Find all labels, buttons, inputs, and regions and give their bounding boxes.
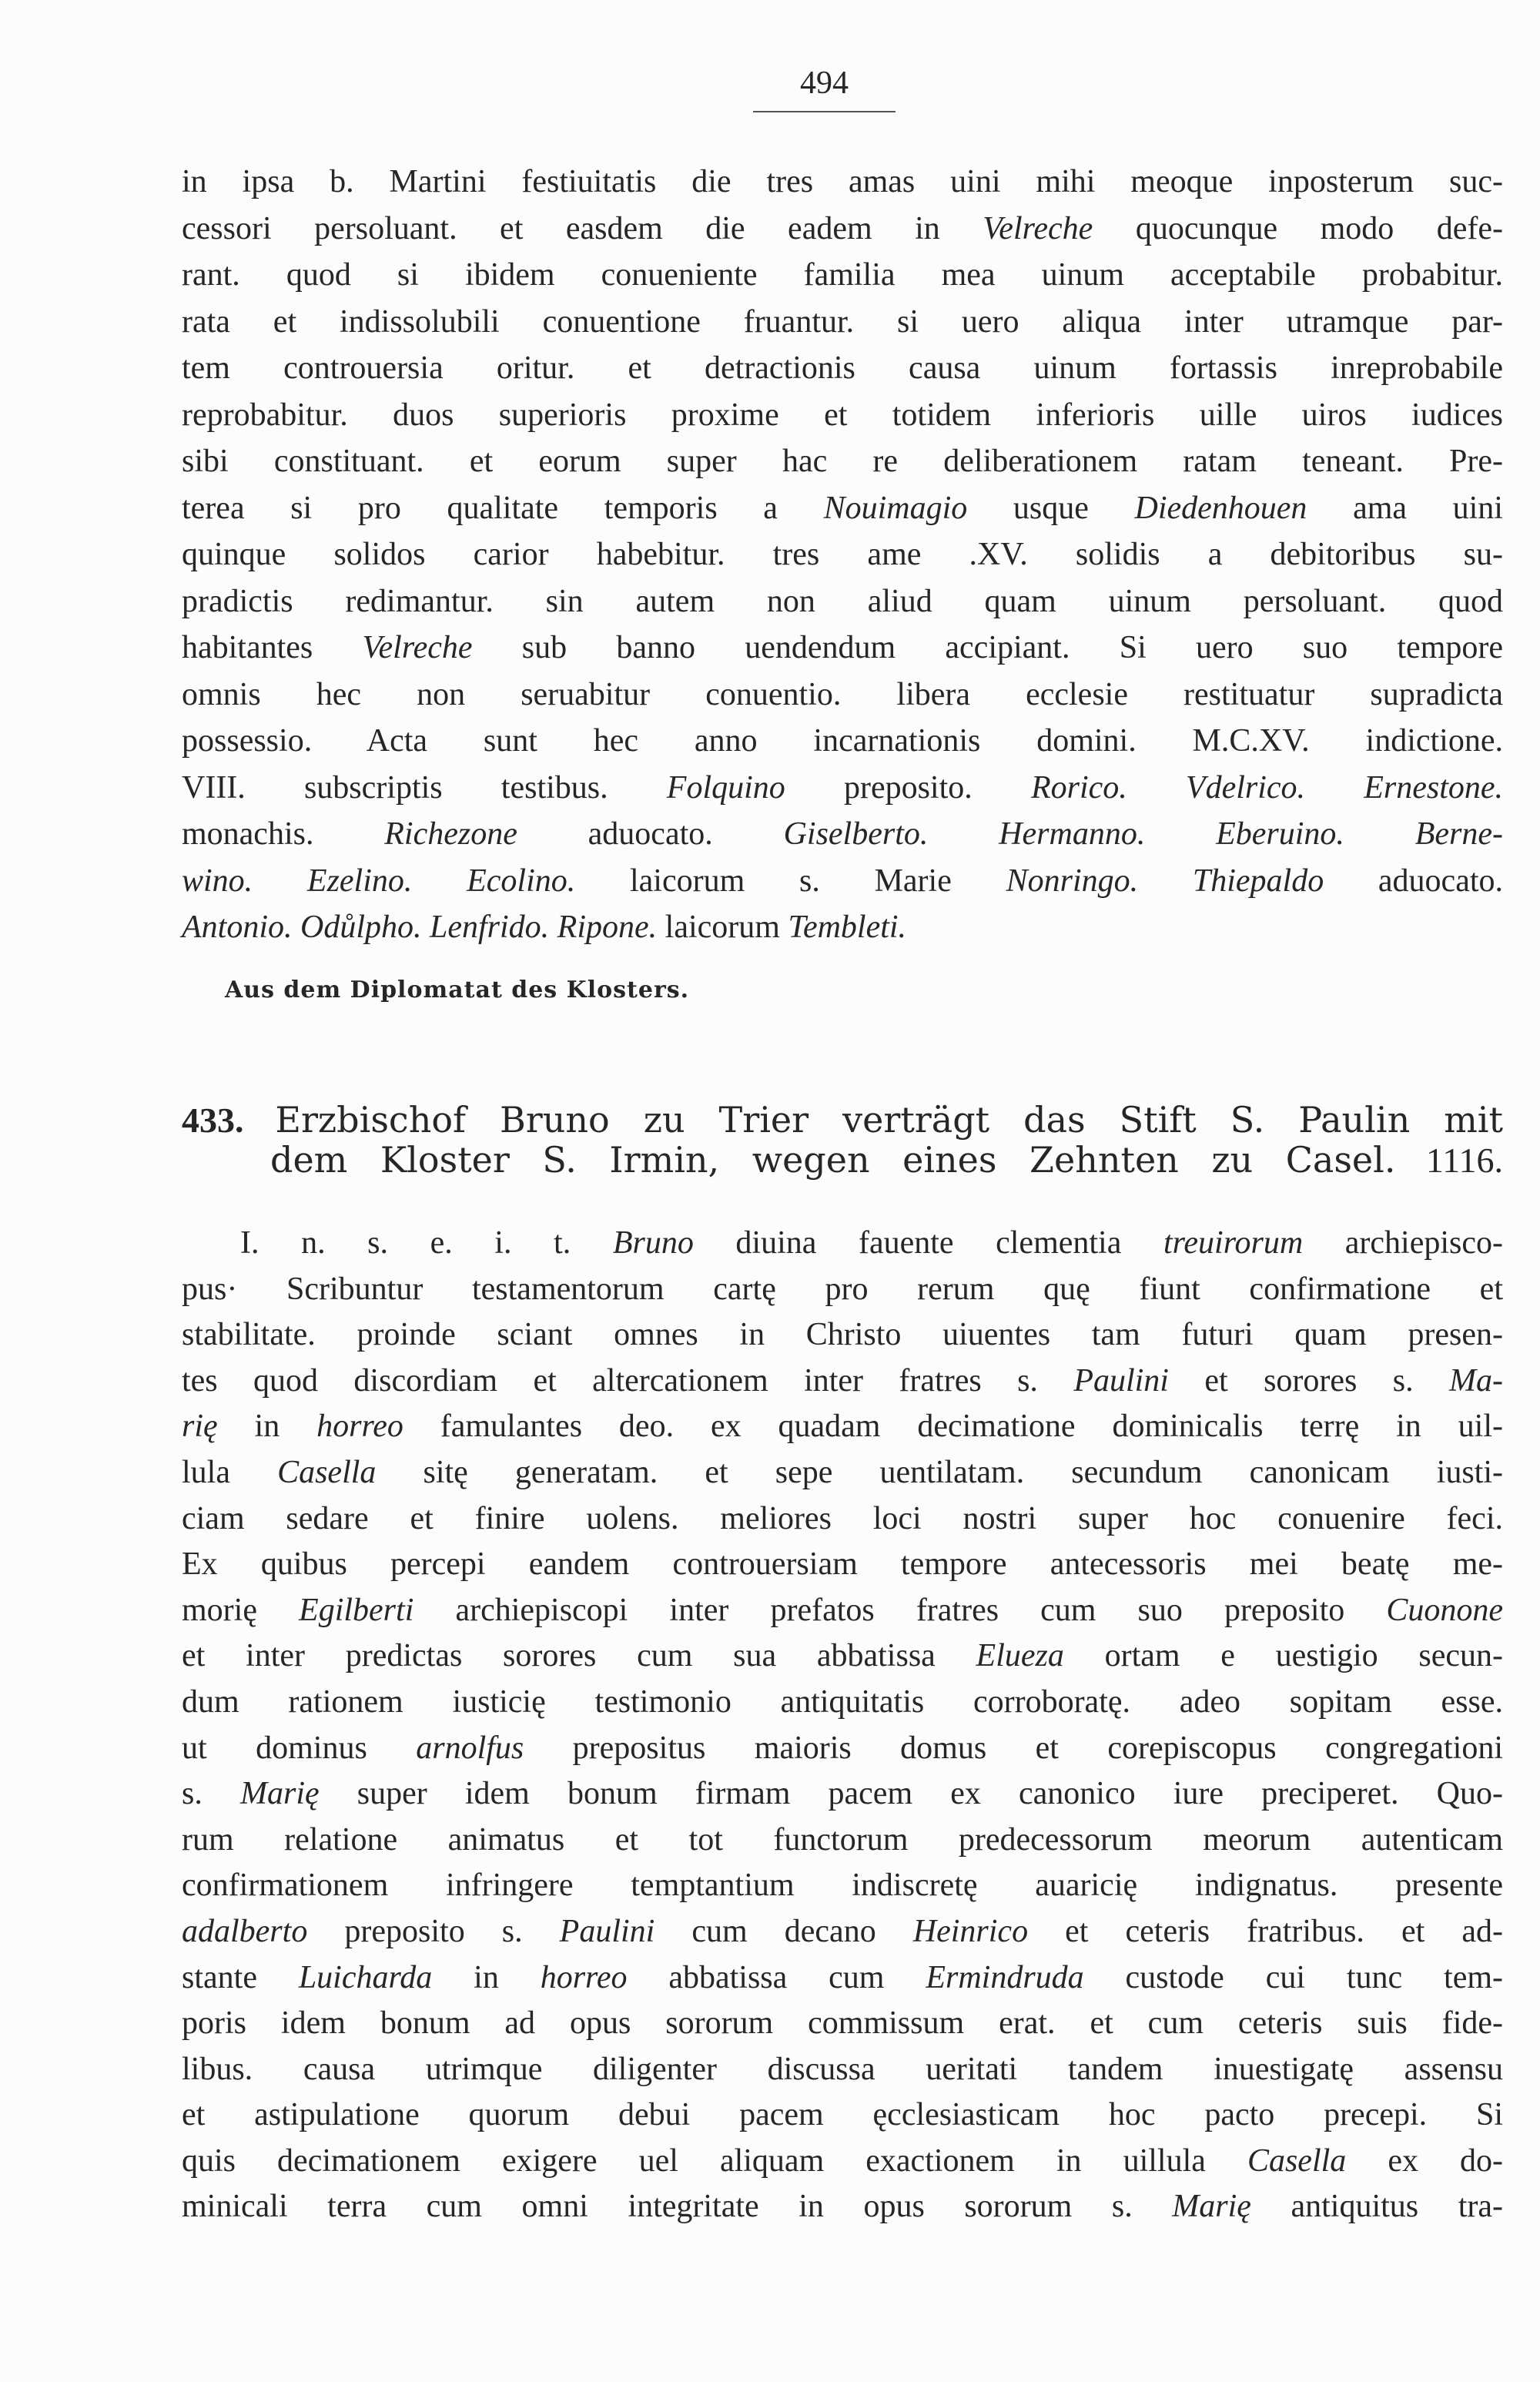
text-segment: custode cui tunc tem- [1083,1959,1503,1995]
text-segment: stabilitate. proinde sciant omnes in Christo uiuentes tam futuri quam presen- [182,1317,1503,1353]
text-line [182,1496,1503,1543]
text-segment: aduocato. [517,816,784,852]
text-line [182,2139,1503,2185]
text-segment: laicorum s. Marie [575,863,1006,899]
document-heading [182,1100,1503,1180]
heading-title-1: Erzbischof Bruno zu Trier verträgt das Stift S. Paulin mit [275,1099,1504,1141]
italic-name: Nouimagio [823,490,968,526]
italic-name: arnolfus [416,1730,524,1766]
text-segment: possessio. Acta sunt hec anno incarnationis domini. M.C.XV. indictione. [182,723,1503,759]
heading-line-2 [182,1140,1503,1180]
italic-name: Richezone [384,816,517,852]
text-segment: aduocato. [1324,863,1504,899]
text-line [182,1863,1503,1909]
text-line [182,485,1503,532]
italic-name: Paulini [559,1913,655,1949]
text-segment: et sorores s. [1168,1362,1450,1399]
italic-name: horreo [540,1959,628,1995]
text-line [182,1221,1503,1267]
text-segment: rant. quod si ibidem conueniente familia mea uinum acceptabile probabitur. [182,257,1503,293]
heading-title-2: dem Kloster S. Irmin, wegen eines Zehnten zu Casel. [270,1139,1396,1181]
text-line [182,159,1503,206]
text-segment: prepositus maioris domus et corepiscopus congregationi [524,1730,1503,1766]
text-line [182,718,1503,765]
text-segment: abbatissa cum [627,1959,926,1995]
text-segment: monachis. [182,816,385,852]
italic-name: Luicharda [298,1959,433,1995]
italic-name: Nonringo. Thiepaldo [1006,863,1324,899]
text-segment: ciam sedare et finire uolens. meliores loci nostri super hoc conuenire feci. [182,1500,1503,1536]
text-segment: pus· Scribuntur testamentorum cartę pro rerum quę fiunt confirmatione et [182,1271,1503,1307]
text-line [182,811,1503,858]
heading-line-1 [182,1100,1503,1140]
text-line [182,1312,1503,1359]
text-segment: rata et indissolubili conuentione fruantur. si uero aliqua inter utramque par- [182,303,1503,340]
text-segment: stante [182,1959,299,1995]
italic-name: Marię [1172,2189,1251,2225]
italic-name: adalberto [182,1913,308,1949]
text-segment: et astipulatione quorum debui pacem ęcclesiasticam hoc pacto precepi. Si [182,2097,1503,2133]
text-segment: antiquitus tra- [1250,2189,1503,2225]
text-line [182,392,1503,439]
text-segment: VIII. subscriptis testibus. [182,769,667,806]
text-segment: archiepisco- [1303,1225,1503,1261]
text-segment: laicorum [657,910,788,945]
text-line [182,1588,1503,1634]
text-segment: pradictis redimantur. sin autem non aliud quam uinum persoluant. quod [182,583,1503,619]
document-number: 433. [182,1101,244,1140]
text-segment: in ipsa b. Martini festiuitatis die tres amas uini mihi meoque inposterum suc- [182,164,1503,199]
text-segment: Ex quibus percepi eandem controuersiam tempore antecessoris mei beatę me- [182,1546,1503,1583]
text-segment: ama uini [1307,490,1503,526]
italic-name: Elueza [976,1638,1064,1674]
text-segment: et ceteris fratribus. et ad- [1028,1913,1503,1949]
text-segment: cessori persoluant. et easdem die eadem in [182,210,983,246]
text-line [182,1633,1503,1680]
text-segment: dum rationem iusticię testimonio antiquitatis corroboratę. adeo sopitam esse. [182,1683,1503,1720]
text-line [182,2047,1503,2093]
text-segment: sibi constituant. et eorum super hac re deliberationem ratam teneant. Pre- [182,444,1503,479]
heading-year: 1116. [1425,1141,1503,1180]
text-segment: ortam e uestigio secun- [1063,1638,1503,1674]
italic-name: Velreche [362,630,473,665]
italic-name: Heinrico [912,1913,1029,1949]
text-segment: omnis hec non seruabitur conuentio. libera ecclesie restituatur supradicta [182,676,1503,712]
italic-name: Giselberto. Hermanno. Eberuino. Berne- [783,816,1503,852]
text-line [182,1267,1503,1313]
text-segment: usque [967,490,1135,526]
text-segment: terea si pro qualitate temporis a [182,490,824,526]
text-segment: libus. causa utrimque diligenter discussa ueritati tandem inuestigatę assensu [182,2051,1503,2087]
text-segment: lula [182,1454,278,1490]
text-line [182,578,1503,625]
italic-name: Ma- [1449,1362,1503,1399]
italic-name: Velreche [983,210,1093,246]
italic-name: Ermindruda [926,1959,1084,1995]
text-segment: confirmationem infringere temptantium indiscretę auaricię indignatus. presente [182,1868,1503,1904]
text-segment: famulantes deo. ex quadam decimatione dominicalis terrę in uil- [403,1409,1503,1445]
text-line [182,345,1503,392]
text-line [182,765,1503,812]
text-segment: I. n. s. e. i. t. [240,1225,613,1261]
source-note: Aus dem Diplomatat des Klosters. [225,977,690,1003]
text-line [182,438,1503,485]
page-number: 494 [800,65,849,101]
text-segment: ex do- [1346,2142,1503,2179]
italic-name: Folquino [666,769,785,806]
text-segment: preposito. [785,769,1031,806]
text-line [182,1450,1503,1496]
italic-name: Tembleti. [788,910,907,945]
text-line [182,858,1503,905]
text-line [182,1542,1503,1588]
text-line [182,531,1503,578]
text-segment: habitantes [182,630,363,665]
text-segment: archiepiscopi inter prefatos fratres cum suo preposito [413,1592,1387,1628]
text-line [182,1771,1503,1817]
text-segment: reprobabitur. duos superioris proxime et totidem inferioris uille uiros iudices [182,397,1503,433]
italic-name: Antonio. Odůlpho. Lenfrido. Ripone. [182,910,658,945]
text-segment: quinque solidos carior habebitur. tres ame .XV. solidis a debitoribus su- [182,537,1503,572]
italic-name: Diedenhouen [1134,490,1307,526]
text-segment: quocunque modo defe- [1093,210,1503,246]
text-segment: quis decimationem exigere uel aliquam exactionem in uillula [182,2142,1247,2179]
text-segment: s. [182,1776,240,1812]
text-line [182,1955,1503,2002]
text-segment: in [432,1959,541,1995]
text-segment: et inter predictas sorores cum sua abbatissa [182,1638,976,1674]
text-segment: sub banno uendendum accipiant. Si uero suo tempore [472,630,1503,665]
text-segment: preposito s. [307,1913,560,1949]
charter-text-paragraph [182,1221,1503,2230]
text-line [182,206,1503,253]
page-number-rule [753,111,896,112]
text-line [182,2001,1503,2047]
text-segment: in [217,1409,317,1445]
italic-name: treuirorum [1163,1225,1304,1261]
italic-name: Casella [1247,2142,1347,2179]
text-segment: cum decano [654,1913,913,1949]
charter-text-paragraph [182,159,1503,951]
text-line [182,1680,1503,1726]
text-segment: super idem bonum firmam pacem ex canonico iure preciperet. Quo- [319,1776,1503,1812]
text-segment: tem controuersia oritur. et detractionis causa uinum fortassis inreprobabile [182,350,1503,386]
text-line [182,252,1503,299]
text-segment: minicali terra cum omni integritate in opus sororum s. [182,2189,1173,2225]
text-segment: tes quod discordiam et altercationem inter fratres s. [182,1362,1074,1399]
text-line [182,1726,1503,1772]
italic-name: Rorico. Vdelrico. Ernestone. [1030,769,1504,806]
text-segment: poris idem bonum ad opus sororum commissum erat. et cum ceteris suis fide- [182,2005,1503,2042]
text-line [182,2092,1503,2139]
italic-name: Egilberti [299,1592,414,1628]
text-segment: sitę generatam. et sepe uentilatam. secundum canonicam iusti- [376,1454,1503,1490]
text-line [182,1909,1503,1955]
italic-name: Casella [277,1454,377,1490]
italic-name: wino. Ezelino. Ecolino. [182,863,576,899]
text-line [182,672,1503,719]
italic-name: rię [182,1409,218,1445]
italic-name: horreo [316,1409,403,1445]
text-line [182,1359,1503,1405]
text-segment: ut dominus [182,1730,417,1766]
text-segment: morię [182,1592,300,1628]
text-line [182,625,1503,672]
text-line [182,1404,1503,1450]
text-line [182,1817,1503,1864]
text-line [182,904,1503,951]
italic-name: Paulini [1073,1362,1169,1399]
text-line [182,299,1503,346]
italic-name: Marię [239,1776,320,1812]
italic-name: Bruno [612,1225,694,1261]
text-line [182,2184,1503,2230]
text-segment: diuina fauente clementia [693,1225,1163,1261]
italic-name: Cuonone [1386,1592,1503,1628]
text-segment: rum relatione animatus et tot functorum predecessorum meorum autenticam [182,1821,1503,1858]
